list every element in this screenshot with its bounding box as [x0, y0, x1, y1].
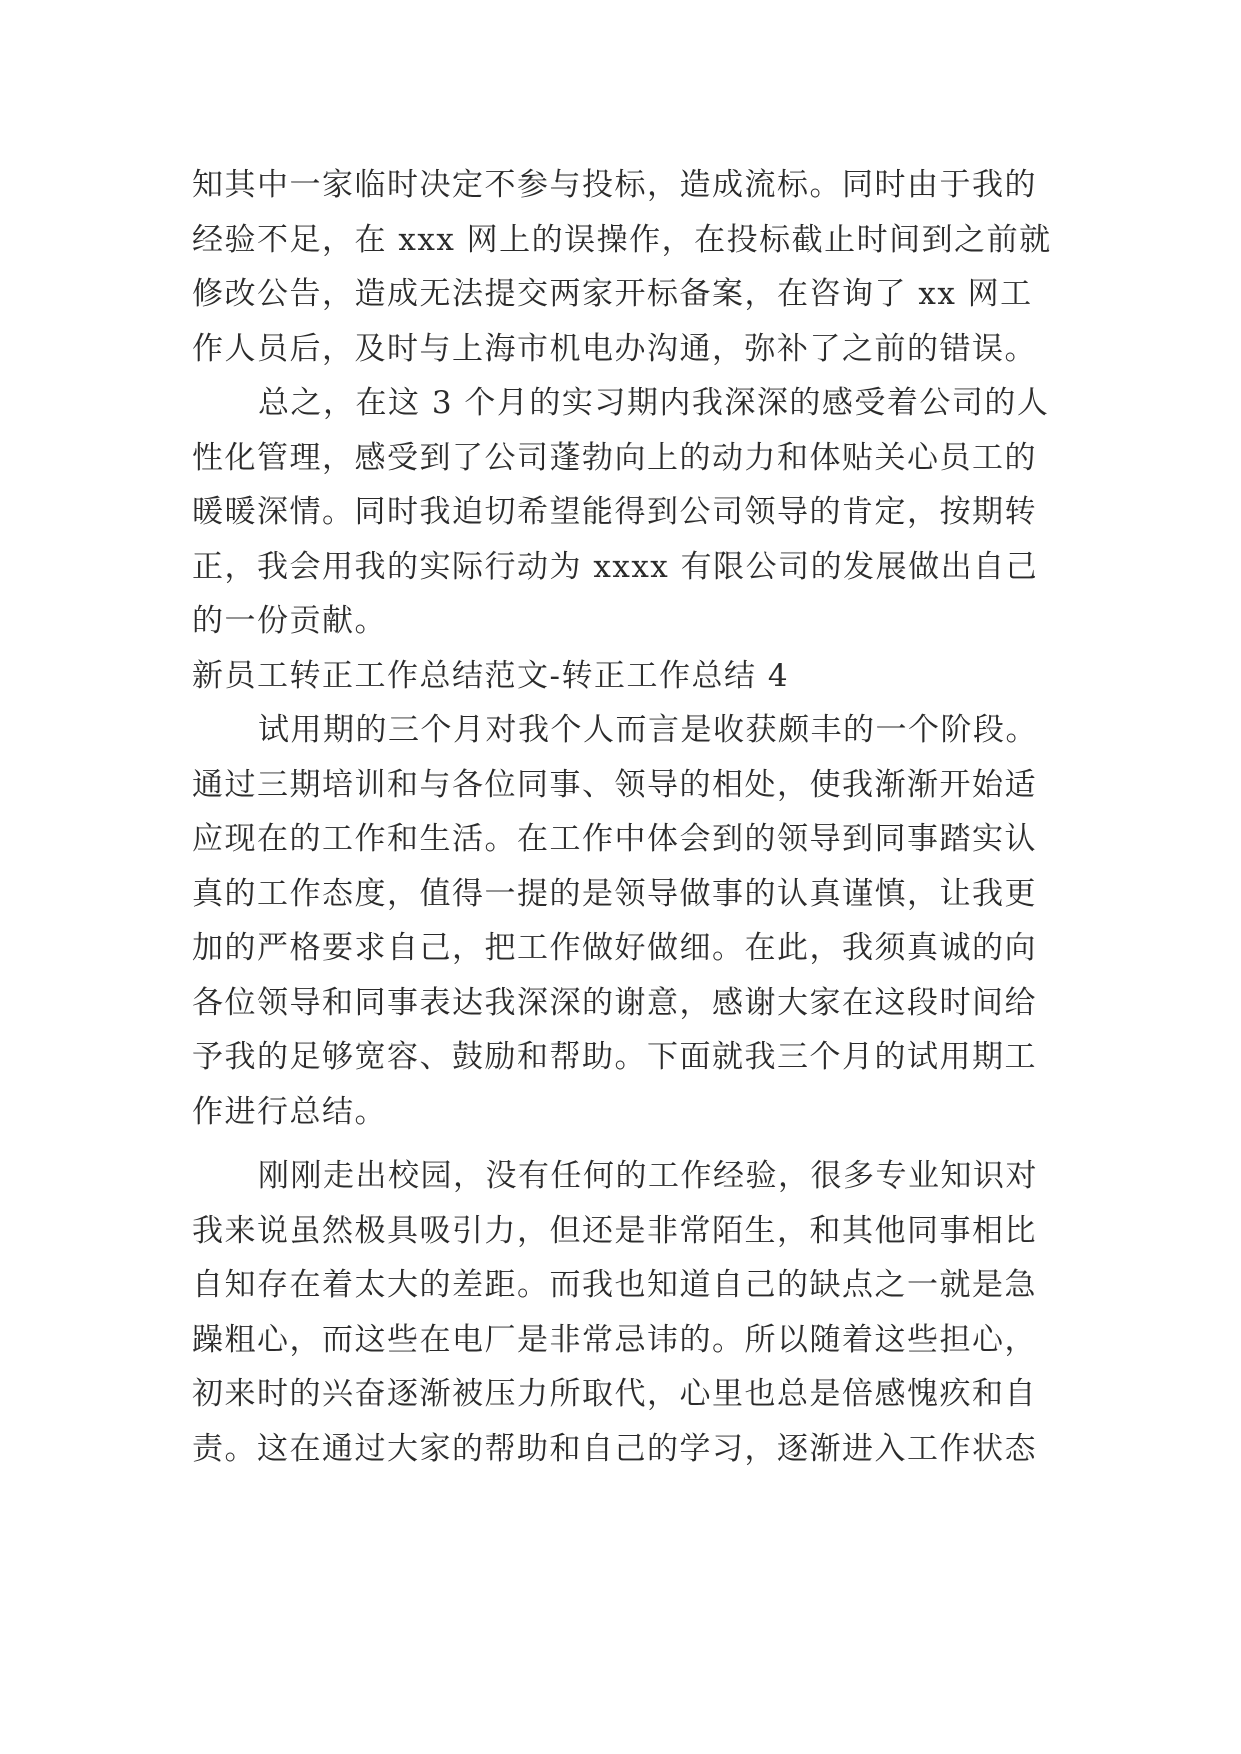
text-line: 应现在的工作和生活。在工作中体会到的领导到同事踏实认: [192, 821, 1037, 857]
text-line: 经验不足，在 xxx 网上的误操作，在投标截止时间到之前就: [192, 221, 1052, 258]
paragraph-4: [192, 1149, 1062, 1476]
text-line: 的一份贡献。: [192, 603, 387, 639]
document-body: [192, 158, 1062, 1476]
text-line: 作人员后，及时与上海市机电办沟通，弥补了之前的错误。: [192, 330, 1037, 367]
paragraph-spacer: [192, 1139, 1062, 1149]
text-line: 予我的足够宽容、鼓励和帮助。下面就我三个月的试用期工: [192, 1039, 1037, 1075]
section-heading: 新员工转正工作总结范文-转正工作总结 4: [192, 657, 790, 694]
text-line: 自知存在着太大的差距。而我也知道自己的缺点之一就是急: [192, 1267, 1037, 1303]
text-line: 知其中一家临时决定不参与投标，造成流标。同时由于我的: [192, 167, 1037, 203]
text-line: 初来时的兴奋逐渐被压力所取代，心里也总是倍感愧疚和自: [192, 1376, 1037, 1412]
paragraph-1: [192, 158, 1062, 376]
text-line: 通过三期培训和与各位同事、领导的相处，使我渐渐开始适: [192, 766, 1037, 803]
text-line: 责。这在通过大家的帮助和自己的学习，逐渐进入工作状态: [192, 1430, 1037, 1467]
text-line: 试用期的三个月对我个人而言是收获颇丰的一个阶段。: [258, 712, 1038, 748]
text-line: 修改公告，造成无法提交两家开标备案，在咨询了 xx 网工: [192, 276, 1033, 312]
text-line: 加的严格要求自己，把工作做好做细。在此，我须真诚的向: [192, 930, 1037, 966]
text-line: 真的工作态度，值得一提的是领导做事的认真谨慎，让我更: [192, 875, 1037, 912]
text-line: 正，我会用我的实际行动为 xxxx 有限公司的发展做出自己: [192, 548, 1039, 585]
text-line: 各位领导和同事表达我深深的谢意，感谢大家在这段时间给: [192, 984, 1037, 1021]
text-line: 总之，在这 3 个月的实习期内我深深的感受着公司的人: [258, 385, 1050, 421]
paragraph-3: [192, 703, 1062, 1139]
text-line: 暖暖深情。同时我迫切希望能得到公司领导的肯定，按期转: [192, 494, 1037, 530]
paragraph-2: [192, 376, 1062, 649]
text-line: 躁粗心，而这些在电厂是非常忌讳的。所以随着这些担心，: [192, 1321, 1037, 1358]
text-line: 作进行总结。: [192, 1093, 387, 1130]
text-line: 我来说虽然极具吸引力，但还是非常陌生，和其他同事相比: [192, 1212, 1037, 1249]
text-line: 性化管理，感受到了公司蓬勃向上的动力和体贴关心员工的: [192, 439, 1037, 476]
text-line: 刚刚走出校园，没有任何的工作经验，很多专业知识对: [258, 1158, 1038, 1194]
